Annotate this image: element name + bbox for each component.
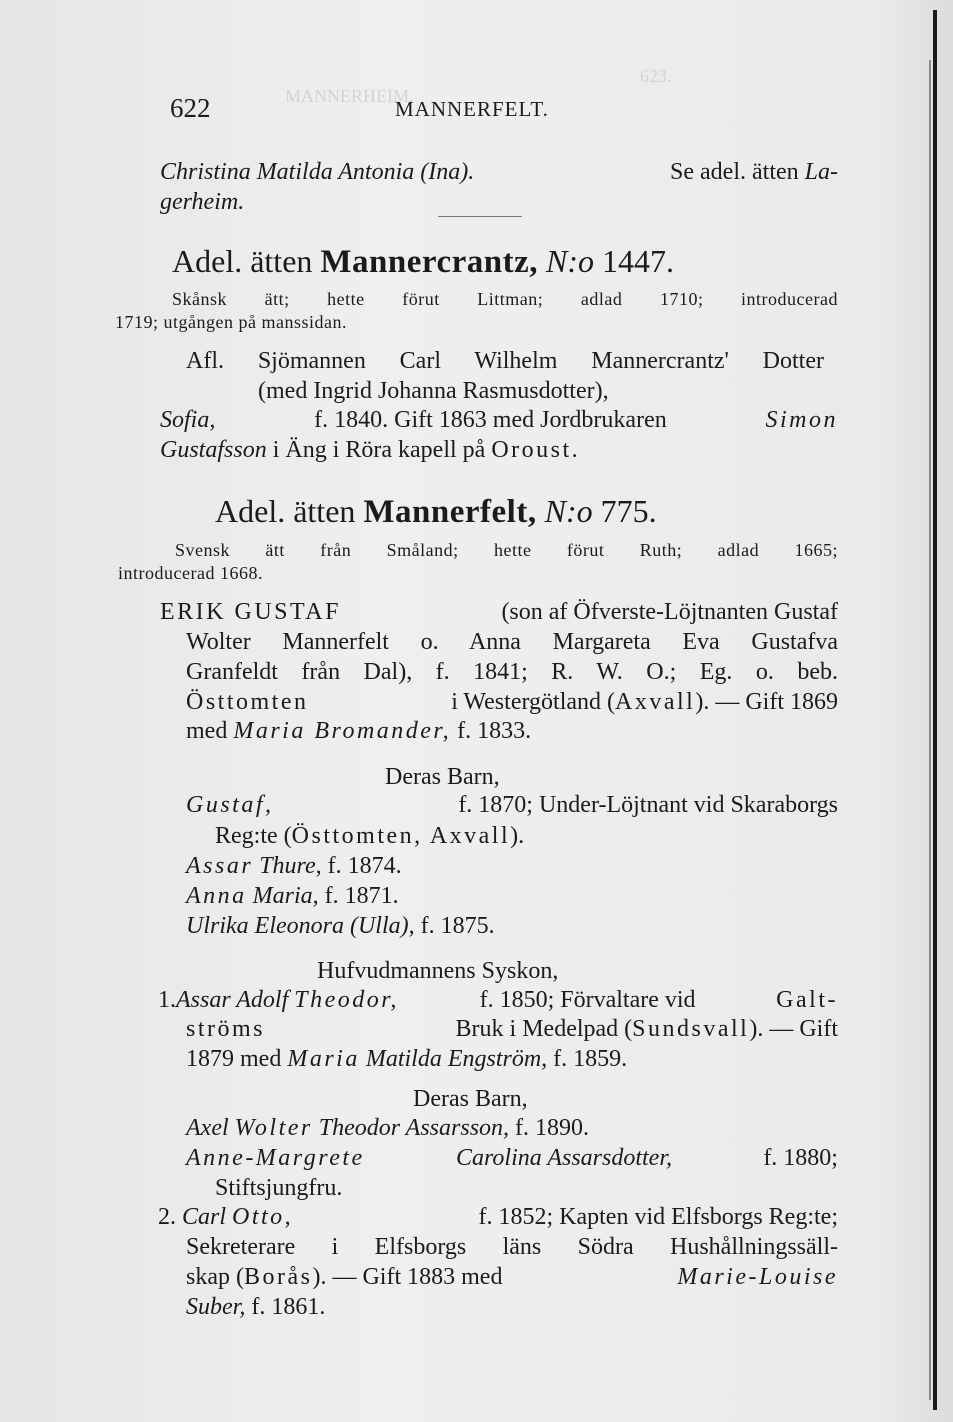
sibling-1-line-1 (158, 988, 838, 1012)
heading-number: 1447. (601, 243, 674, 279)
sibling-2-line-4 (186, 1295, 325, 1319)
child-4-name: Ulrika Eleonora (Ulla), (186, 913, 415, 939)
sibling-1-workplace: Galt- (776, 987, 838, 1013)
intro-reference: Se adel. ätten (670, 159, 799, 185)
head-of-family-parentage: (son af Öfverste-Löjtnanten Gustaf (501, 599, 838, 625)
sibling-1-child-2-line-1 (186, 1146, 838, 1170)
sibling-2-line-3 (186, 1265, 838, 1289)
wife-birth: f. 1833. (457, 718, 532, 744)
estate-parish: Axvall (615, 689, 696, 715)
section2-description-line-2: introducerad 1668. (118, 563, 263, 583)
sibling-2-line-1 (158, 1205, 838, 1229)
child-2-birth: f. 1874. (327, 853, 402, 879)
grandchild-1-second-name: Wolter (234, 1115, 313, 1141)
erik-line-1 (160, 600, 838, 624)
erik-line-2: Wolter Mannerfelt o. Anna Margareta Eva Gustafva (186, 629, 838, 655)
spouse-first-name: Simon (765, 407, 838, 433)
sibling-2-wife-surname: Suber, (186, 1294, 246, 1320)
heading-family-name: Mannerfelt, (363, 494, 537, 530)
sibling-1-first-names: Assar Adolf (176, 987, 289, 1013)
sibling-2-second-name: Otto, (232, 1204, 294, 1230)
sibling-1-gift: ). — Gift (749, 1016, 838, 1042)
sibling-1-workplace-cont: ströms (186, 1016, 266, 1042)
sibling-2-wife-birth: f. 1861. (251, 1294, 326, 1320)
sibling-2-town: Borås (243, 1264, 313, 1290)
spouse-surname: Gustafsson (160, 437, 267, 463)
intro-line-1 (160, 160, 838, 184)
section1-p1-line-3 (160, 408, 838, 432)
sibling-2-wife-first-name: Marie-Louise (677, 1264, 838, 1290)
running-title: MANNERFELT. (395, 97, 549, 121)
erik-line-4 (186, 690, 838, 714)
grandchild-2-names: Carolina Assarsdotter, (455, 1145, 673, 1171)
book-spine-shadow (929, 60, 931, 1400)
page-number: 622 (170, 93, 211, 123)
estate-region: i Westergötland ( (451, 689, 616, 715)
wife-name: Maria Bromander, (233, 718, 452, 744)
child-2-first-name: Assar (186, 853, 254, 879)
child-1-reg-prefix: Reg:te ( (215, 823, 292, 849)
section-heading-mannerfelt (215, 495, 657, 529)
sibling-2-line-2: Sekreterare i Elfsborgs läns Södra Hushållningssäll- (186, 1234, 838, 1260)
sibling-1-town: Sundsvall (632, 1016, 750, 1042)
child-2 (186, 854, 402, 878)
sibling-2-first-name: Carl (182, 1204, 227, 1230)
sibling-1-line-3 (186, 1047, 627, 1071)
show-through-page-number: 623. (640, 66, 672, 86)
sibling-1-number: 1. (158, 987, 176, 1013)
wife-prefix: med (186, 718, 228, 744)
heading-no-label: N:o (545, 243, 594, 279)
daughter-details: f. 1840. Gift 1863 med Jordbrukaren (314, 407, 667, 433)
section1-description-line-1: Skånsk ätt; hette förut Littman; adlad 1710; introducerad (172, 289, 838, 309)
heading-prefix: Adel. ätten (172, 243, 313, 279)
child-1-reg-place: Östtomten, Axvall (291, 823, 511, 849)
section-heading-mannercrantz (172, 245, 674, 279)
child-4 (186, 914, 495, 938)
sibling-2-details: f. 1852; Kapten vid Elfsborgs Reg:te; (478, 1204, 838, 1230)
section1-p1-line-4 (160, 438, 580, 462)
marriage-year: ). — Gift 1869 (695, 689, 838, 715)
child-3 (186, 884, 399, 908)
children-heading: Deras Barn, (385, 764, 500, 790)
sibling-1-wife-first-name: Maria (287, 1046, 360, 1072)
sibling-1-child-1 (186, 1116, 589, 1140)
child-3-first-name: Anna (186, 883, 247, 909)
section2-description-line-1: Svensk ätt från Småland; hette förut Ruth; adlad 1665; (175, 540, 838, 560)
residence-place: Oroust. (491, 437, 581, 463)
erik-line-3: Granfeldt från Dal), f. 1841; R. W. O.; Eg. o. beb. (186, 659, 838, 685)
estate-name: Östtomten (186, 689, 309, 715)
sibling-2-number: 2. (158, 1204, 176, 1230)
sibling-1-wife-names: Matilda Engström, (365, 1046, 548, 1072)
heading-no-label: N:o (544, 493, 593, 529)
child-4-birth: f. 1875. (420, 913, 495, 939)
sibling-2-marriage: ). — Gift 1883 med (312, 1264, 503, 1290)
head-of-family-name: ERIK GUSTAF (160, 599, 341, 625)
sibling-2-society-end: skap ( (186, 1264, 244, 1290)
sibling-1-line-2 (186, 1017, 838, 1041)
separator-rule (438, 216, 522, 217)
grandchild-2-first-name: Anne-Margrete (186, 1145, 365, 1171)
grandchild-1-birth: f. 1890. (515, 1115, 590, 1141)
sibling-1-marriage: 1879 med (186, 1046, 282, 1072)
heading-prefix: Adel. ätten (215, 493, 356, 529)
child-1-line-1 (186, 793, 838, 817)
sibling-1-children-heading: Deras Barn, (413, 1086, 528, 1112)
child-3-second-name: Maria, (252, 883, 319, 909)
residence: i Äng i Röra kapell på (272, 437, 486, 463)
erik-line-5 (186, 719, 531, 743)
sibling-1-third-name: Theodor, (294, 987, 399, 1013)
child-3-birth: f. 1871. (324, 883, 399, 909)
sibling-1-child-2-line-2: Stiftsjungfru. (215, 1175, 343, 1201)
daughter-name: Sofia, (160, 407, 216, 433)
child-1-details: f. 1870; Under-Löjtnant vid Skaraborgs (458, 792, 838, 818)
child-1-reg-end: ). (510, 823, 525, 849)
show-through-heading: MANNERHEIM. (285, 86, 414, 106)
child-2-second-name: Thure, (259, 853, 322, 879)
section1-p1-line-1: Afl. Sjömannen Carl Wilhelm Mannercrantz' Dotter (186, 348, 824, 374)
child-1-line-2 (215, 824, 524, 848)
heading-family-name: Mannercrantz, (320, 244, 538, 280)
intro-reference-name: La- (804, 159, 838, 185)
sibling-1-wife-birth: f. 1859. (553, 1046, 628, 1072)
section1-p1-line-2: (med Ingrid Johanna Rasmusdotter), (258, 378, 609, 404)
child-1-name: Gustaf, (186, 792, 274, 818)
grandchild-1-names: Theodor Assarsson, (318, 1115, 510, 1141)
intro-name: Christina Matilda Antonia (Ina). (160, 159, 475, 185)
siblings-heading: Hufvudmannens Syskon, (317, 958, 559, 984)
sibling-1-region: Bruk i Medelpad ( (455, 1016, 633, 1042)
book-spine-edge (933, 10, 937, 1410)
grandchild-1-first-name: Axel (186, 1115, 229, 1141)
heading-number: 775. (600, 493, 657, 529)
grandchild-2-birth: f. 1880; (763, 1145, 838, 1171)
section1-description-line-2: 1719; utgången på manssidan. (115, 312, 347, 332)
intro-line-2: gerheim. (160, 189, 245, 215)
sibling-1-details: f. 1850; Förvaltare vid (479, 987, 696, 1013)
